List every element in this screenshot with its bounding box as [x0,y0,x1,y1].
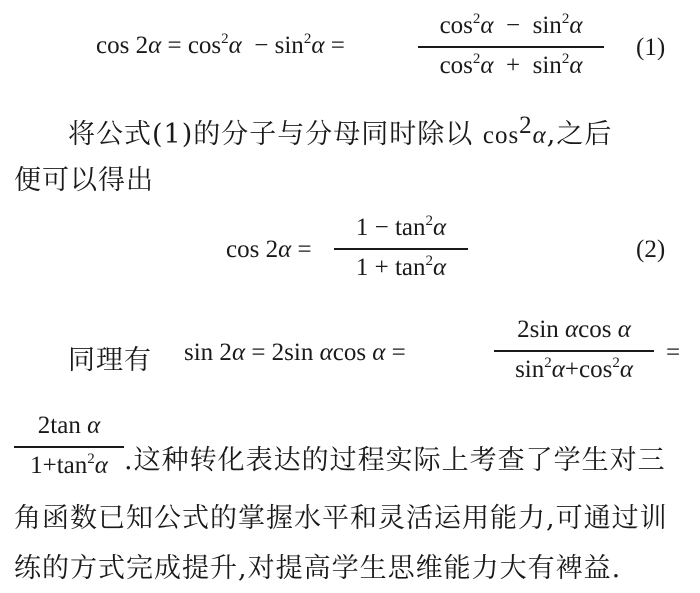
eq1-denominator: $\cos^2\alpha + \sin^2\alpha$ [439,51,583,79]
para3-line1: .这种转化表达的过程实际上考查了学生对三 [124,445,666,476]
fraction-bar [418,46,604,48]
eq1-fraction [418,12,604,80]
para2-math: sin 2α = 2sin αcos α = [184,339,406,366]
para2-fraction [494,316,654,384]
para1-line2: 便可以得出 [14,165,154,196]
para3-line2: 角函数已知公式的掌握水平和灵活运用能力,可通过训 [14,503,668,534]
eq1-numerator: $\cos^2\alpha - \sin^2\alpha$ [439,11,583,39]
para3-numerator: 2tan α [37,412,101,439]
para2-numerator: 2sin αcos α [517,316,631,343]
eq2-denominator: $1 + \tan^2\alpha$ [355,253,447,281]
eq1-number: (1) [636,34,666,61]
para2-prefix: 同理有 [68,345,152,376]
eq2-fraction [334,214,468,282]
fraction-bar [334,248,468,250]
para1-line1: 将公式(1)的分子与分母同时除以 $\cos^2\alpha$,之后 [68,112,613,150]
para2-trailing-equals: = [666,339,681,366]
para3-denominator: $1+\tan^2\alpha$ [30,451,108,479]
eq2-lhs: cos 2α = [226,236,312,263]
eq1-lhs: $\cos 2\alpha = \cos^2\alpha - \sin^2\alpha$ = [96,31,345,59]
para2-denominator: $\sin^2\alpha+\cos^2\alpha$ [515,355,633,383]
fraction-bar [14,446,124,448]
eq2-numerator: $1 - \tan^2\alpha$ [355,213,447,241]
para3-line3: 练的方式完成提升,对提高学生思维能力大有裨益. [14,553,622,584]
eq2-number: (2) [636,236,666,263]
para3-fraction [14,412,124,480]
fraction-bar [494,350,654,352]
